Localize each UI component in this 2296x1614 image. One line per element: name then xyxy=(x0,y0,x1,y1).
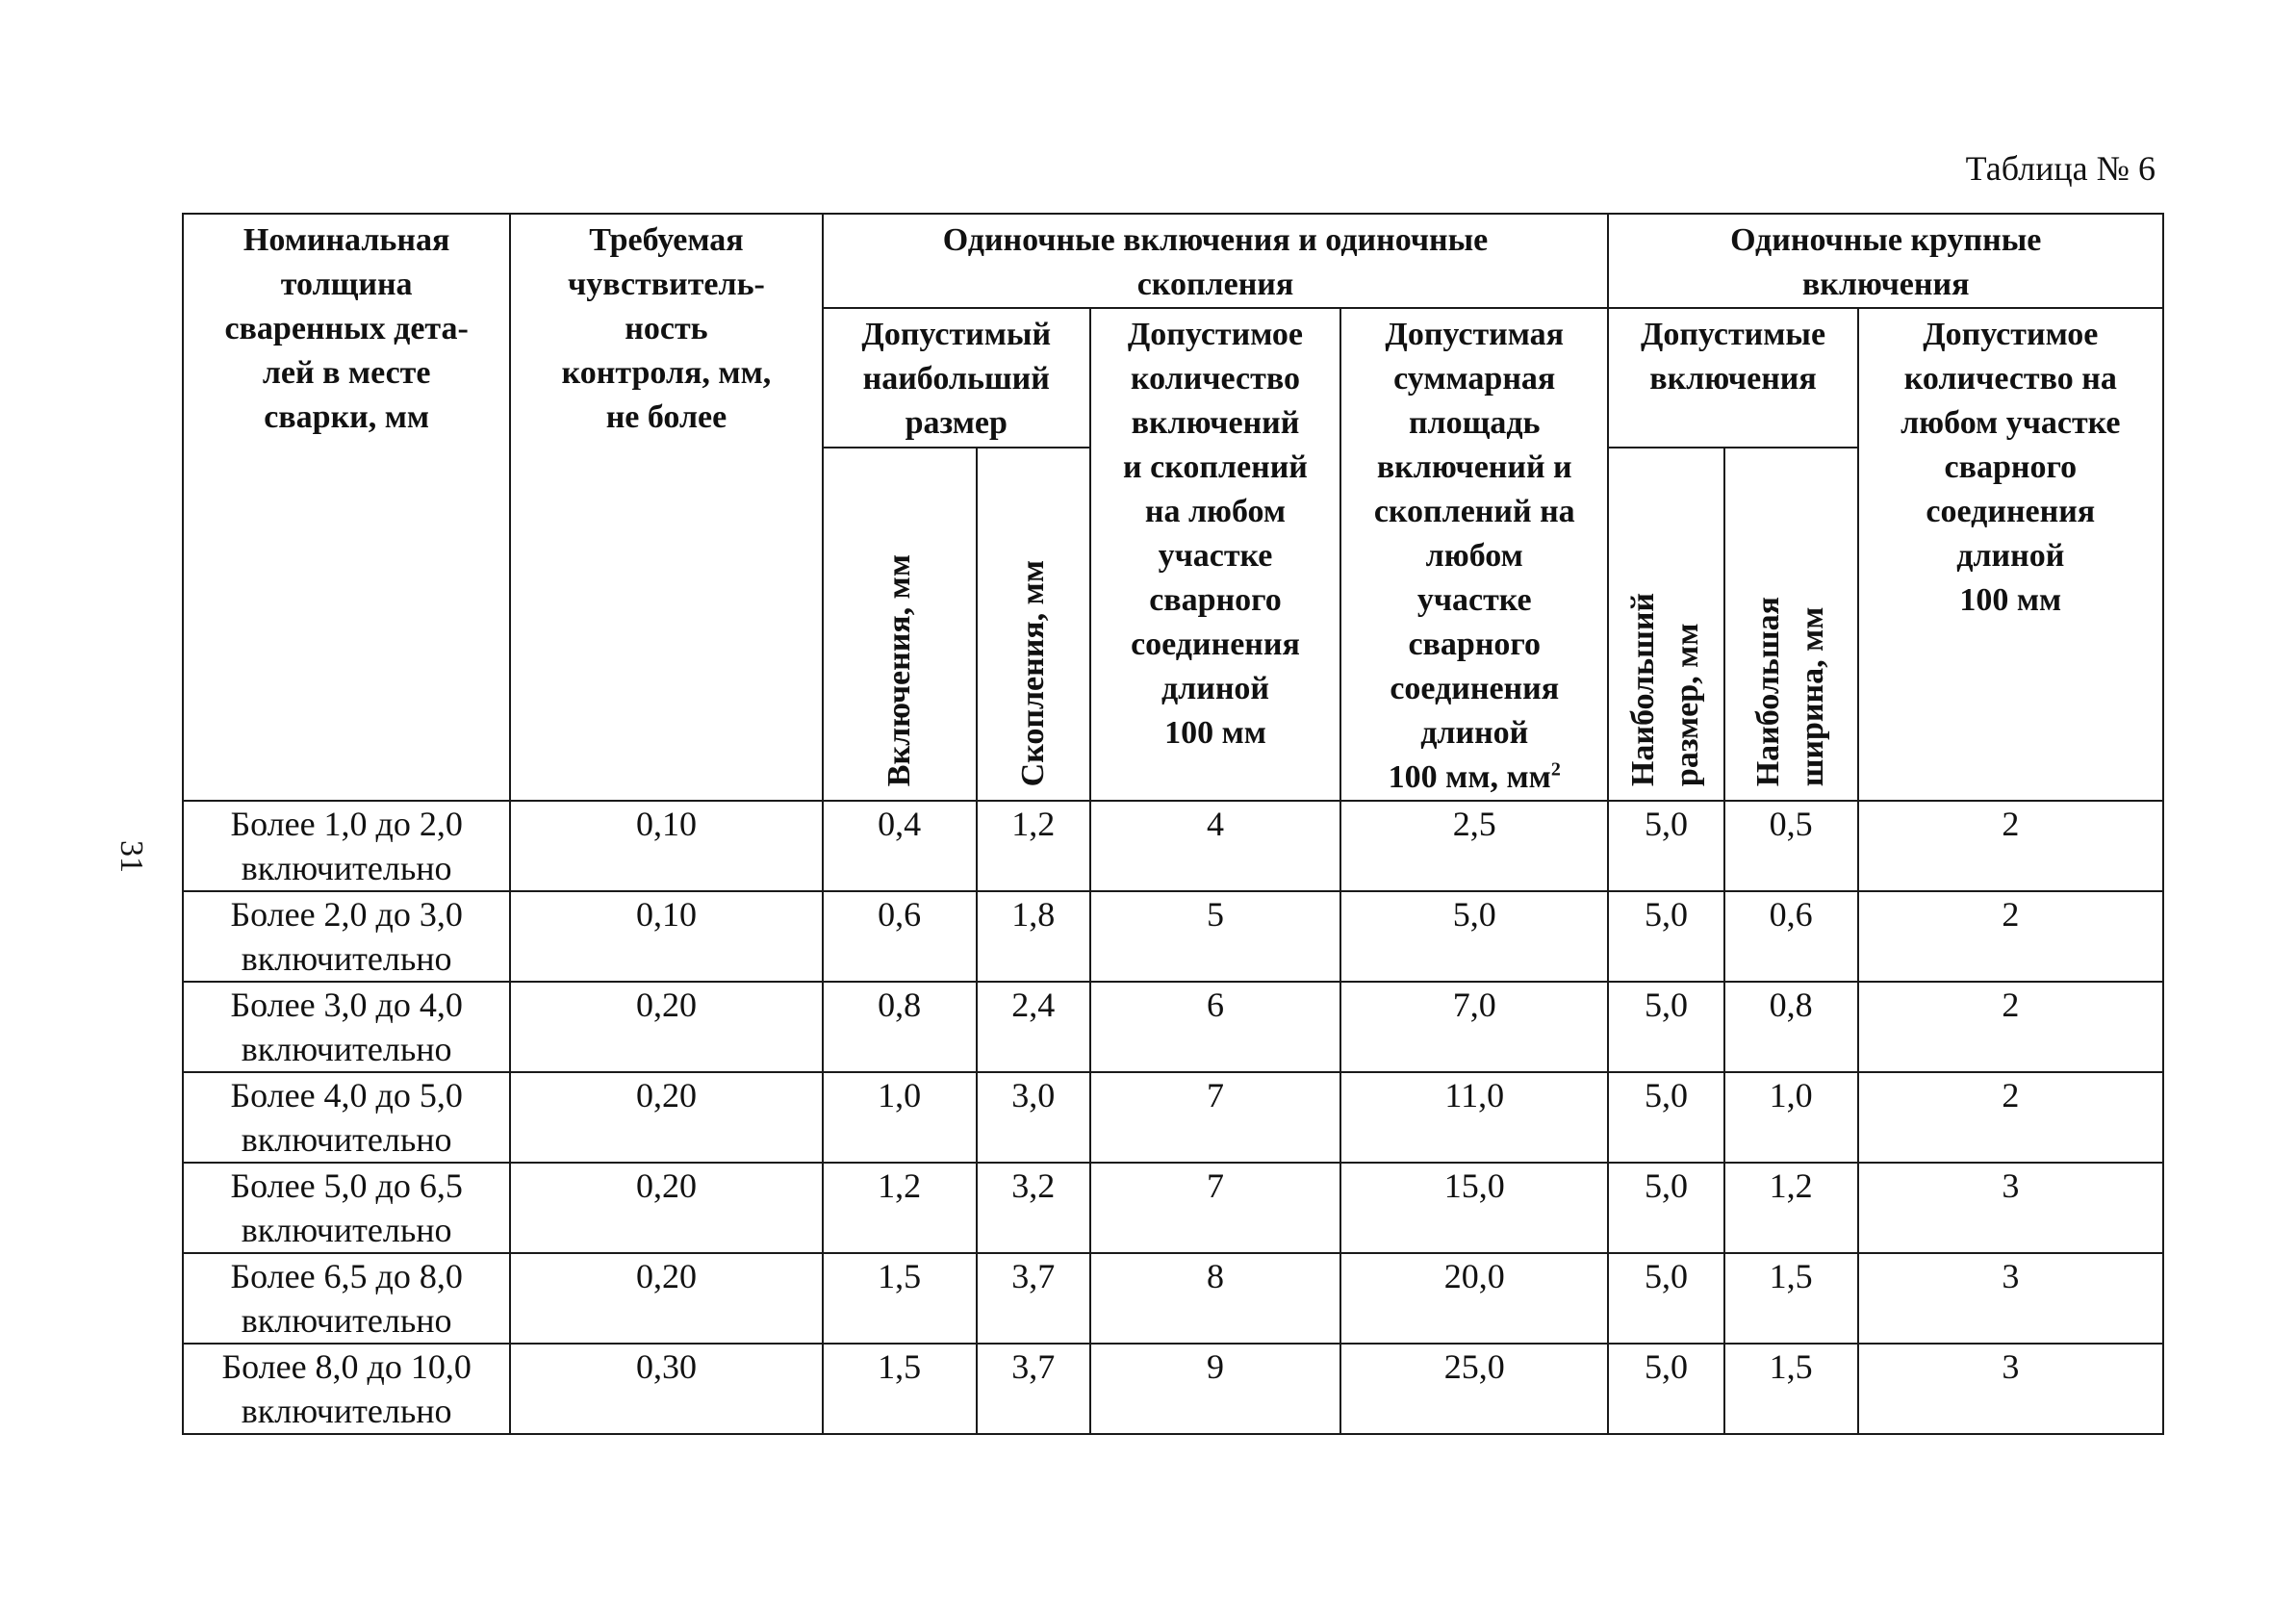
cell-large-count: 2 xyxy=(1858,1072,2163,1163)
header-max-size: Допустимый наибольший размер xyxy=(823,308,1090,448)
header-count: Допустимое количество включений и скоплений на любом участке сварного соединения длиной 100 мм xyxy=(1090,308,1340,801)
cell-sensitivity: 0,20 xyxy=(510,982,822,1072)
cell-thickness: Более 3,0 до 4,0 включительно xyxy=(183,982,510,1072)
cell-area: 7,0 xyxy=(1340,982,1608,1072)
table-row xyxy=(183,801,2163,891)
cell-clusters: 3,7 xyxy=(977,1344,1090,1434)
page-number: 31 xyxy=(114,840,149,873)
cell-inclusions: 0,4 xyxy=(823,801,977,891)
table-row xyxy=(183,1163,2163,1253)
header-sensitivity: Требуемая чувствитель- ность контроля, мм, не более xyxy=(510,214,822,801)
header-allowed-inclusions: Допустимые включения xyxy=(1608,308,1857,448)
table-row xyxy=(183,1344,2163,1434)
cell-sensitivity: 0,10 xyxy=(510,801,822,891)
cell-count: 4 xyxy=(1090,801,1340,891)
cell-inclusions: 0,8 xyxy=(823,982,977,1072)
cell-largest-width: 0,8 xyxy=(1724,982,1858,1072)
cell-count: 9 xyxy=(1090,1344,1340,1434)
header-inclusions-mm: Включения, мм xyxy=(823,448,977,801)
cell-area: 2,5 xyxy=(1340,801,1608,891)
cell-largest-size: 5,0 xyxy=(1608,1163,1723,1253)
cell-clusters: 1,2 xyxy=(977,801,1090,891)
cell-inclusions: 1,2 xyxy=(823,1163,977,1253)
cell-thickness: Более 2,0 до 3,0 включительно xyxy=(183,891,510,982)
cell-sensitivity: 0,30 xyxy=(510,1344,822,1434)
cell-thickness: Более 4,0 до 5,0 включительно xyxy=(183,1072,510,1163)
header-clusters-mm: Скопления, мм xyxy=(977,448,1090,801)
header-large-group: Одиночные крупные включения xyxy=(1608,214,2163,308)
cell-count: 7 xyxy=(1090,1072,1340,1163)
table-row xyxy=(183,1072,2163,1163)
cell-largest-width: 1,5 xyxy=(1724,1253,1858,1344)
cell-inclusions: 0,6 xyxy=(823,891,977,982)
cell-largest-size: 5,0 xyxy=(1608,1344,1723,1434)
cell-thickness: Более 1,0 до 2,0 включительно xyxy=(183,801,510,891)
cell-area: 5,0 xyxy=(1340,891,1608,982)
cell-clusters: 3,7 xyxy=(977,1253,1090,1344)
header-thickness: Номинальная толщина сваренных дета- лей в месте сварки, мм xyxy=(183,214,510,801)
cell-inclusions: 1,0 xyxy=(823,1072,977,1163)
cell-count: 6 xyxy=(1090,982,1340,1072)
cell-count: 8 xyxy=(1090,1253,1340,1344)
cell-count: 5 xyxy=(1090,891,1340,982)
cell-count: 7 xyxy=(1090,1163,1340,1253)
table-row xyxy=(183,891,2163,982)
header-largest-width: Наибольшая ширина, мм xyxy=(1724,448,1858,801)
cell-largest-size: 5,0 xyxy=(1608,1072,1723,1163)
cell-area: 11,0 xyxy=(1340,1072,1608,1163)
defects-table xyxy=(182,213,2164,1435)
cell-largest-width: 0,6 xyxy=(1724,891,1858,982)
cell-large-count: 2 xyxy=(1858,891,2163,982)
cell-sensitivity: 0,20 xyxy=(510,1072,822,1163)
cell-large-count: 3 xyxy=(1858,1253,2163,1344)
cell-large-count: 3 xyxy=(1858,1344,2163,1434)
table-row xyxy=(183,1253,2163,1344)
cell-inclusions: 1,5 xyxy=(823,1253,977,1344)
cell-area: 15,0 xyxy=(1340,1163,1608,1253)
header-single-group: Одиночные включения и одиночные скопления xyxy=(823,214,1609,308)
cell-largest-width: 1,0 xyxy=(1724,1072,1858,1163)
cell-large-count: 2 xyxy=(1858,801,2163,891)
cell-sensitivity: 0,20 xyxy=(510,1163,822,1253)
cell-clusters: 2,4 xyxy=(977,982,1090,1072)
cell-sensitivity: 0,20 xyxy=(510,1253,822,1344)
cell-largest-width: 1,5 xyxy=(1724,1344,1858,1434)
cell-largest-width: 1,2 xyxy=(1724,1163,1858,1253)
cell-largest-size: 5,0 xyxy=(1608,801,1723,891)
table-caption: Таблица № 6 xyxy=(1965,149,2156,188)
cell-large-count: 3 xyxy=(1858,1163,2163,1253)
cell-thickness: Более 6,5 до 8,0 включительно xyxy=(183,1253,510,1344)
cell-largest-size: 5,0 xyxy=(1608,891,1723,982)
cell-clusters: 3,2 xyxy=(977,1163,1090,1253)
cell-clusters: 3,0 xyxy=(977,1072,1090,1163)
header-area: Допустимая суммарная площадь включений и скоплений на любом участке сварного соединения длиной 100 мм, $мм^2$ xyxy=(1340,308,1608,801)
cell-clusters: 1,8 xyxy=(977,891,1090,982)
cell-area: 25,0 xyxy=(1340,1344,1608,1434)
cell-largest-width: 0,5 xyxy=(1724,801,1858,891)
cell-thickness: Более 5,0 до 6,5 включительно xyxy=(183,1163,510,1253)
cell-sensitivity: 0,10 xyxy=(510,891,822,982)
cell-largest-size: 5,0 xyxy=(1608,982,1723,1072)
table-row xyxy=(183,982,2163,1072)
cell-area: 20,0 xyxy=(1340,1253,1608,1344)
cell-thickness: Более 8,0 до 10,0 включительно xyxy=(183,1344,510,1434)
area-superscript: 2 xyxy=(1550,758,1561,781)
cell-large-count: 2 xyxy=(1858,982,2163,1072)
header-largest-size: Наибольший размер, мм xyxy=(1608,448,1723,801)
header-large-count: Допустимое количество на любом участке сварного соединения длиной 100 мм xyxy=(1858,308,2163,801)
cell-largest-size: 5,0 xyxy=(1608,1253,1723,1344)
cell-inclusions: 1,5 xyxy=(823,1344,977,1434)
